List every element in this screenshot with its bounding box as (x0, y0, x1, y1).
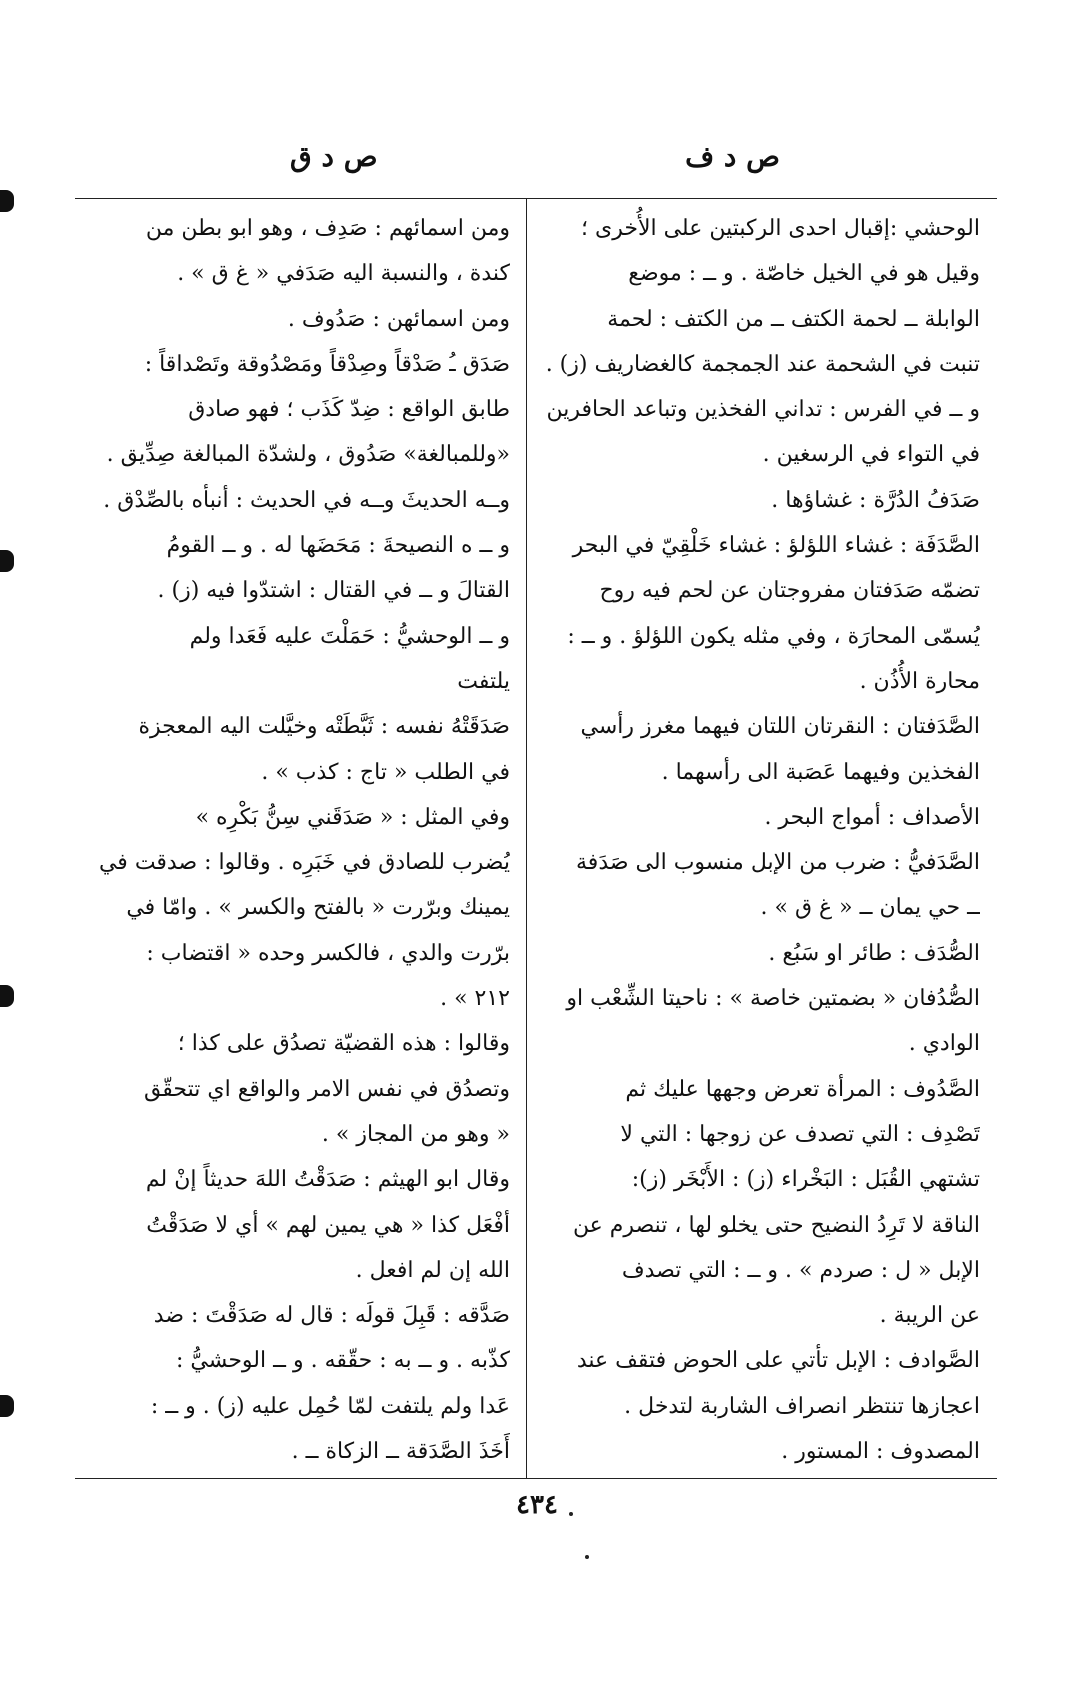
text-line: تَصْدِف : التي تصدف عن زوجها : التي لا (620, 1121, 980, 1147)
text-line: وقيل هو في الخيل خاصّة . و ــ : موضع (628, 261, 980, 287)
text-line: محارة الأُذُن . (859, 668, 980, 694)
text-line: تنبت في الشحمة عند الجمجمة كالغضاريف (ز) . (545, 351, 980, 377)
text-line: وتصدُق في نفس الامر والواقع اي تتحقّق (143, 1076, 510, 1102)
text-line: أَخَذَ الصَّدَقة ــ الزكاة ــ . (291, 1439, 510, 1465)
text-line: الصَّدَفتان : النقرتان اللتان فيهما مغرز رأسي (580, 714, 980, 740)
text-line: برّرت والدي ، فالكسر وحده « اقتضاب : (146, 940, 510, 966)
page-header (70, 140, 1000, 190)
text-line: «وللمبالغة» صَدُوق ، ولشدّة المبالغة صِدِّيق . (106, 442, 510, 468)
text-line: كندة ، والنسبة اليه صَدَفي « غ ق » . (177, 261, 510, 287)
text-line: و ــ في الفرس : تداني الفخذين وتباعد الحافرين (546, 397, 980, 423)
binding-mark (0, 190, 14, 212)
text-line: وقال ابو الهيثم : صَدَقْتُ اللهَ حديثاً إنْ لم (145, 1167, 510, 1193)
column-divider (526, 198, 527, 1478)
text-line: في التواء في الرسغين . (762, 442, 980, 468)
text-line: الوابلة ــ لحمة الكتف ــ من الكتف : لحمة (607, 306, 980, 332)
bottom-rule (75, 1478, 997, 1479)
page-number: ٤٣٤ (516, 1490, 558, 1520)
text-line: عَدا ولم يلتفت لمّا حُمِل عليه (ز) . و ــ : (150, 1393, 510, 1419)
text-line: صَدَقَتْهُ نفسه : ثَبَّطَتْه وخيَّلت اليه المعجزة (138, 714, 510, 740)
text-line: الصُّدُفان « بضمتين خاصة » : ناحيتا الشِّعْب او (566, 986, 980, 1012)
text-line: ومن اسمائهن : صَدُوف . (287, 306, 510, 332)
text-line: يُسمّى المحارَة ، وفي مثله يكون اللؤلؤ . و ــ : (567, 623, 980, 649)
text-line: تشتهي القُبَل : البَخْراء (ز) : الأَبْخَر (ز): (631, 1167, 980, 1193)
text-line: ومن اسمائهم : صَدِف ، وهو ابو بطن من (145, 216, 510, 241)
left-column (70, 206, 510, 1474)
text-line: الصَّدَفيُّ : ضرب من الإبل منسوب الى صَدَفة (576, 850, 980, 876)
binding-mark (0, 550, 14, 572)
text-line: الصُّدَف : طائر او سَبُع . (768, 940, 980, 966)
text-line: القتالَ و ــ في القتال : اشتدّوا فيه (ز) . (157, 578, 510, 604)
text-line: يُضرب للصادق في خَبَرِه . وقالوا : صدقت في (98, 850, 510, 876)
text-line: المصدوف : المستور . (781, 1439, 980, 1465)
text-line: وــه الحديثَ وــه في الحديث : أنبأه بالصِّدْق . (103, 487, 510, 513)
binding-mark (0, 985, 14, 1007)
text-line: وفي المثل : « صَدَقَني سِنُّ بَكْرِه » (195, 804, 510, 830)
text-line: عن الريبة . (879, 1303, 980, 1329)
text-line: الناقة لا تَرِدُ النضيح حتى يخلو لها ، تنصرم عن (572, 1212, 980, 1238)
specks (585, 1555, 589, 1559)
text-line: صَدَّقه : قَبِلَ قولَه : قال له صَدَقْتَ : ضد (153, 1303, 510, 1329)
binding-mark (0, 1395, 14, 1417)
text-line: الوحشي :إقبال احدى الركبتين على الأُخرى ؛ (581, 216, 980, 241)
text-line: و ــ ه النصيحةَ : مَحَضَها له . و ــ القومُ (166, 533, 510, 559)
text-line: أفْعَل كذا « هي يمين لهم » أي لا صَدَقْتُ (146, 1212, 510, 1238)
header-root-right: ص د ف (685, 140, 780, 173)
specks (569, 1512, 573, 1516)
text-line: يمينك وبرّرت « بالفتح والكسر » . وامّا في (126, 895, 510, 921)
text-line: الصَّدَفَة : غشاء اللؤلؤ : غشاء خَلْقِيّ في البحر (572, 533, 980, 559)
top-rule (75, 198, 997, 199)
text-line: الإبل « ل : صردم » . و ــ : التي تصدف (621, 1257, 980, 1283)
text-line: طابق الواقع : ضِدّ كَذَب ؛ فهو صادق (188, 397, 510, 423)
text-line: الله إن لم افعل . (355, 1257, 510, 1283)
text-line: و ــ الوحشيُّ : حَمَلْتَ عليه فَعَدا ولم (189, 623, 510, 649)
text-line: صَدَفُ الدُرَّة : غشاؤها . (771, 487, 980, 513)
right-column (540, 206, 980, 1474)
text-line: الصَّدُوف : المرأة تعرض وجهها عليك ثم (625, 1076, 980, 1102)
text-line: تضمّه صَدَفتان مفروجتان عن لحم فيه روح (599, 578, 980, 604)
text-line: « وهو من المجاز » . (321, 1121, 510, 1147)
text-line: يلتفت (457, 668, 510, 694)
header-root-left: ص د ق (290, 140, 378, 173)
text-line: كذّبه . و ــ به : حقّقه . و ــ الوحشيُّ : (175, 1348, 510, 1374)
text-line: الوادي . (908, 1031, 980, 1057)
text-line: الصَّوادف : الإبل تأتي على الحوض فتقف عند (576, 1348, 980, 1374)
text-line: ــ حي يمان ــ « غ ق » . (760, 895, 980, 921)
text-line: صَدَق ـُ صَدْقاً وصِدْقاً ومَصْدُوقة وتَصْداقاً : (144, 351, 510, 377)
text-line: الأصداف : أمواج البحر . (764, 804, 980, 830)
text-line: ٢١٢ » . (440, 986, 510, 1012)
text-line: اعجازها تنتظر انصراف الشاربة لتدخل . (624, 1393, 980, 1419)
text-line: الفخذين وفيهما عَصَبة الى رأسهما . (661, 759, 980, 785)
text-line: في الطلب « تاج : كذب » . (261, 759, 510, 785)
text-line: وقالوا : هذه القضيّة تصدُق على كذا ؛ (177, 1031, 510, 1057)
